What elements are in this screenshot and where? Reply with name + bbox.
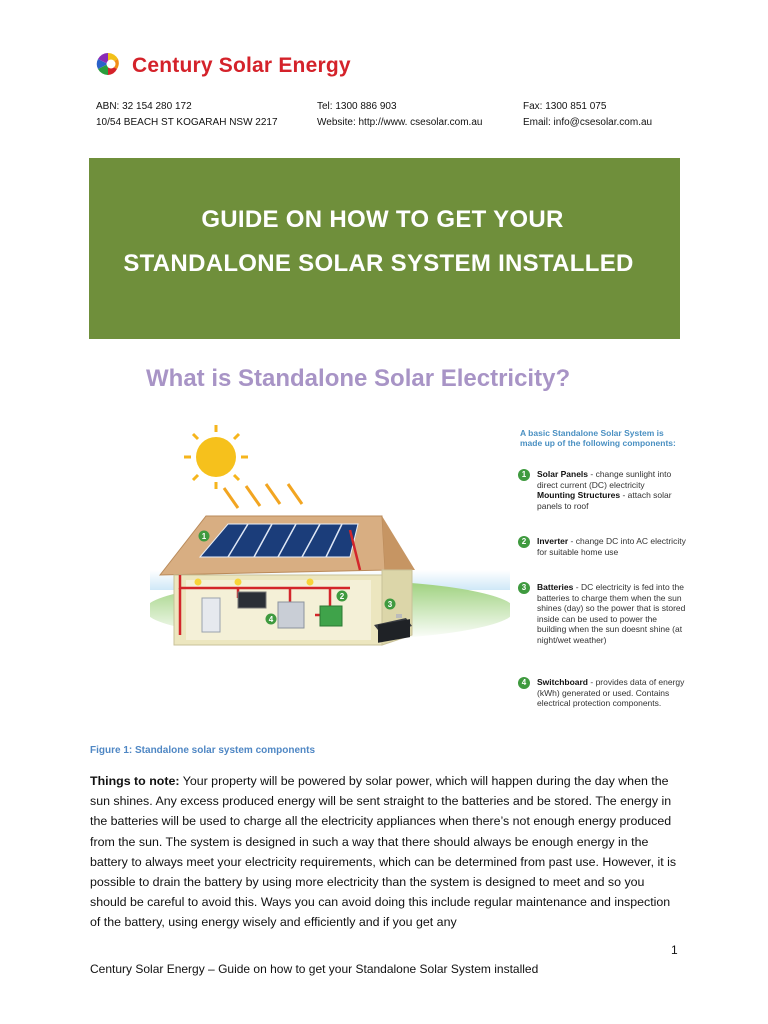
abn-address-block — [96, 99, 278, 131]
solar-panel-array — [200, 524, 358, 557]
body-text: Your property will be powered by solar power, which will happen during the day when the sun shines. Any excess produced energy will be sent straight to the batteries and be stored. The energy in the batteries will be used to charge all the electricity appliances when there’s not enough energy produced from the sun. The system is designed in such a way that there should always be enough energy in the battery to always meet your electricity requirements, which can be determined from past use. However, it is possible to drain the battery by using more electricity than the system is designed to meet and so you should be careful to avoid this. Ways you can avoid doing this include regular maintenance and inspection of the battery, using energy wisely and efficiently and if you get any — [90, 774, 677, 930]
svg-text:3: 3 — [387, 600, 393, 609]
website-link[interactable]: Website: http://www. csesolar.com.au — [317, 117, 483, 128]
banner-title-line1: GUIDE ON HOW TO GET YOUR — [201, 206, 564, 233]
tel-text: Tel: 1300 886 903 — [317, 101, 397, 112]
sun-icon — [184, 425, 248, 489]
banner-title-line2: STANDALONE SOLAR SYSTEM INSTALLED — [123, 250, 634, 277]
fax-email-block — [523, 99, 652, 131]
body-paragraph — [90, 771, 680, 933]
address-text: 10/54 BEACH ST KOGARAH NSW 2217 — [96, 117, 278, 128]
solar-house-illustration — [150, 420, 510, 670]
number-badge: 2 — [518, 536, 530, 548]
tel-website-block — [317, 99, 482, 131]
fax-text: Fax: 1300 851 075 — [523, 101, 607, 112]
number-badge: 3 — [518, 582, 530, 594]
rainbow-c-logo-icon — [96, 52, 120, 76]
email-link[interactable]: Email: info@csesolar.com.au — [523, 117, 653, 128]
legend-item-title: Batteries — [537, 582, 574, 592]
abn-text: ABN: 32 154 280 172 — [96, 101, 192, 112]
figure-legend-intro: A basic Standalone Solar System is made up of the following components: — [520, 428, 676, 448]
number-badge: 1 — [518, 469, 530, 481]
legend-item-text: - DC electricity is fed into the batteries to charge them when the sun shines (day) so the power that is stored inside can be used to power the building when the sun doesnt shine (at night/wet weather) — [537, 582, 686, 645]
legend-item-text: - change sunlight into direct current (DC) electricity — [537, 469, 672, 490]
legend-item-title: Mounting Structures — [537, 490, 621, 501]
figure-caption: Figure 1: Standalone solar system components — [90, 745, 316, 756]
legend-item-text: - provides data of energy (kWh) generated or used. Contains electrical protection components. — [537, 677, 685, 709]
number-badge: 4 — [518, 677, 530, 689]
legend-item-text: - change DC into AC electricity for suitable home use — [537, 536, 686, 557]
page-number: 1 — [671, 943, 678, 957]
svg-text:4: 4 — [268, 615, 274, 624]
legend-item-title: Switchboard — [537, 677, 589, 687]
section-heading: What is Standalone Solar Electricity? — [146, 365, 571, 392]
legend-item-title: Inverter — [537, 536, 569, 546]
svg-text:1: 1 — [201, 532, 207, 541]
legend-item-text: - attach solar panels to roof — [537, 490, 672, 511]
svg-text:2: 2 — [339, 592, 345, 601]
title-banner — [89, 158, 680, 339]
footer-text: Century Solar Energy – Guide on how to get your Standalone Solar System installed — [90, 962, 539, 976]
body-lead: Things to note: — [90, 774, 180, 788]
company-name: Century Solar Energy — [132, 54, 351, 77]
legend-item-title: Solar Panels — [537, 469, 589, 479]
